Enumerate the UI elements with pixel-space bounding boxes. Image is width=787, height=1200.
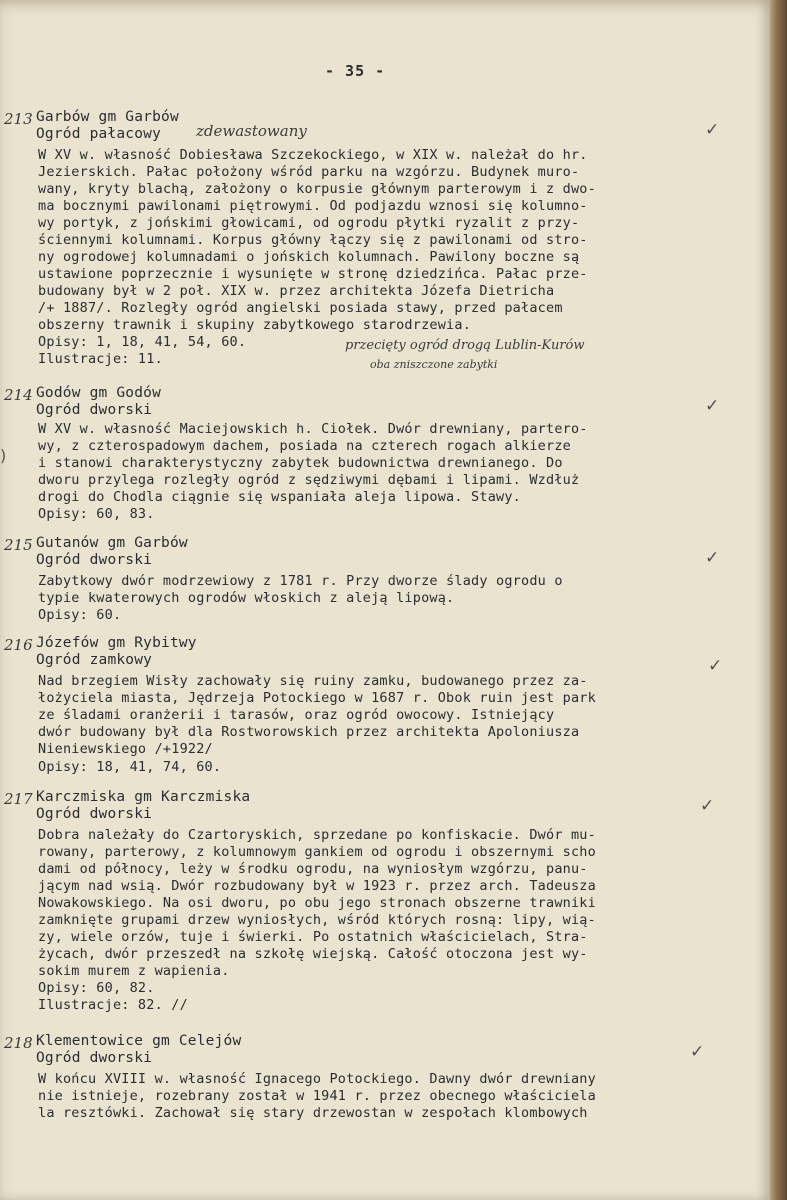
entry-subheading: Ogród dworski	[36, 552, 153, 568]
entry-text-line: dwór budowany był dla Rostworowskich przez architekta Apoloniusza	[38, 724, 580, 740]
entry-number: 214	[4, 386, 33, 404]
entry-text-line: łożyciela miasta, Jędrzeja Potockiego w 1687 r. Obok ruin jest park	[38, 690, 596, 706]
entry-text-line: wy, z czterospadowym dachem, posiada na czterech rogach alkierze	[38, 438, 571, 454]
entry-text-line: typie kwaterowych ogrodów włoskich z aleją lipową.	[38, 590, 455, 606]
entry-text-line: Dobra należały do Czartoryskich, sprzedane po konfiskacie. Dwór mu-	[38, 827, 596, 843]
entry-number: 218	[4, 1034, 33, 1052]
entry-text-line: Ilustracje: 82. //	[38, 997, 188, 1013]
entry-text-line: la resztówki. Zachował się stary drzewostan w zespołach klombowych	[38, 1105, 588, 1121]
entry-text-line: ny ogrodowej kolumnadami o jońskich kolumnach. Pawilony boczne są	[38, 249, 580, 265]
entry-text-line: rowany, parterowy, z kolumnowym gankiem od ogrodu i obszernymi scho	[38, 844, 596, 860]
checkmark-icon: ✓	[705, 396, 720, 416]
entry-text-line: /+ 1887/. Rozległy ogród angielski posiada stawy, przed pałacem	[38, 300, 563, 316]
entry-text-line: W XV w. własność Maciejowskich h. Ciołek. Dwór drewniany, partero-	[38, 421, 588, 437]
entry-text-line: ma bocznymi pawilonami piętrowymi. Od podjazdu wznosi się kolumno-	[38, 198, 588, 214]
entry-text-line: Jezierskich. Pałac położony wśród parku na wzgórzu. Budynek muro-	[38, 164, 580, 180]
entry-text-line: dworu przylega rozległy ogród z sędziwymi dębami i lipami. Wzdłuż	[38, 472, 580, 488]
entry-number: 215	[4, 536, 33, 554]
entry-number: 217	[4, 790, 33, 808]
entry-subheading: Ogród dworski	[36, 806, 153, 822]
handwritten-note: zdewastowany	[196, 122, 307, 140]
entry-text-line: Nowakowskiego. Na osi dworu, po obu jego stronach obszerne trawniki	[38, 895, 596, 911]
handwritten-note: przecięty ogród drogą Lublin-Kurów	[345, 338, 585, 353]
entry-text-line: Opisy: 18, 41, 74, 60.	[38, 759, 222, 775]
entry-heading: Garbów gm Garbów	[36, 109, 179, 125]
entry-text-line: ściennymi kolumnami. Korpus główny łączy się z pawilonami od stro-	[38, 232, 588, 248]
entry-text-line: drogi do Chodla ciągnie się wspaniała aleja lipowa. Stawy.	[38, 489, 522, 505]
entry-subheading: Ogród dworski	[36, 1050, 153, 1066]
entry-text-line: Opisy: 60, 82.	[38, 980, 155, 996]
checkmark-icon: ✓	[705, 548, 720, 568]
entry-text-line: zy, wiele orzów, tuje i świerki. Po ostatnich właścicielach, Stra-	[38, 929, 588, 945]
entry-text-line: ze śladami oranżerii i tarasów, oraz ogród owocowy. Istniejący	[38, 707, 555, 723]
checkmark-icon: ✓	[690, 1042, 705, 1062]
entry-subheading: Ogród zamkowy	[36, 652, 153, 668]
entry-text-line: ustawione poprzecznie i wysunięte w stronę dziedzińca. Pałac prze-	[38, 266, 588, 282]
checkmark-icon: ✓	[700, 796, 715, 816]
entry-text-line: sokim murem z wapienia.	[38, 963, 230, 979]
handwritten-note: oba zniszczone zabytki	[370, 358, 498, 371]
page-number: - 35 -	[325, 62, 386, 80]
entry-heading: Godów gm Godów	[36, 385, 162, 401]
entry-text-line: W końcu XVIII w. własność Ignacego Potockiego. Dawny dwór drewniany	[38, 1071, 596, 1087]
checkmark-icon: ✓	[708, 656, 723, 676]
checkmark-icon: ✓	[705, 120, 720, 140]
entry-heading: Klementowice gm Celejów	[36, 1033, 242, 1049]
margin-bracket-icon: )	[0, 446, 7, 465]
entry-subheading: Ogród dworski	[36, 402, 153, 418]
entry-heading: Gutanów gm Garbów	[36, 535, 188, 551]
entry-heading: Józefów gm Rybitwy	[36, 635, 197, 651]
entry-text-line: jącym nad wsią. Dwór rozbudowany był w 1923 r. przez arch. Tadeusza	[38, 878, 596, 894]
entry-text-line: Nieniewskiego /+1922/	[38, 741, 213, 757]
entry-text-line: dami od północy, leży w środku ogrodu, na wyniosłym wzgórzu, panu-	[38, 861, 588, 877]
page-edge	[770, 0, 787, 1200]
entry-text-line: Ilustracje: 11.	[38, 351, 163, 367]
entry-text-line: i stanowi charakterystyczny zabytek budownictwa drewnianego. Do	[38, 455, 563, 471]
entry-text-line: Opisy: 1, 18, 41, 54, 60.	[38, 334, 247, 350]
entry-number: 216	[4, 636, 33, 654]
entry-text-line: Zabytkowy dwór modrzewiowy z 1781 r. Przy dworze ślady ogrodu o	[38, 573, 563, 589]
entry-text-line: wy portyk, z jońskimi głowicami, od ogrodu płytki ryzalit z przy-	[38, 215, 580, 231]
entry-text-line: życach, dwór przeszedł na szkołę wiejską. Całość otoczona jest wy-	[38, 946, 588, 962]
entry-text-line: nie istnieje, rozebrany został w 1941 r. przez obecnego właściciela	[38, 1088, 596, 1104]
entry-subheading: Ogród pałacowy	[36, 126, 162, 142]
entry-heading: Karczmiska gm Karczmiska	[36, 789, 251, 805]
entry-text-line: Nad brzegiem Wisły zachowały się ruiny zamku, budowanego przez za-	[38, 673, 588, 689]
entry-text-line: zamknięte grupami drzew wyniosłych, wśród których rosną: lipy, wią-	[38, 912, 596, 928]
entry-text-line: wany, kryty blachą, założony o korpusie głównym parterowym i z dwo-	[38, 181, 596, 197]
entry-number: 213	[4, 110, 33, 128]
entry-text-line: Opisy: 60.	[38, 607, 122, 623]
entry-text-line: W XV w. własność Dobiesława Szczekockiego, w XIX w. należał do hr.	[38, 147, 588, 163]
entry-text-line: budowany był w 2 poł. XIX w. przez architekta Józefa Dietricha	[38, 283, 555, 299]
entry-text-line: obszerny trawnik i skupiny zabytkowego starodrzewia.	[38, 317, 472, 333]
entry-text-line: Opisy: 60, 83.	[38, 506, 155, 522]
